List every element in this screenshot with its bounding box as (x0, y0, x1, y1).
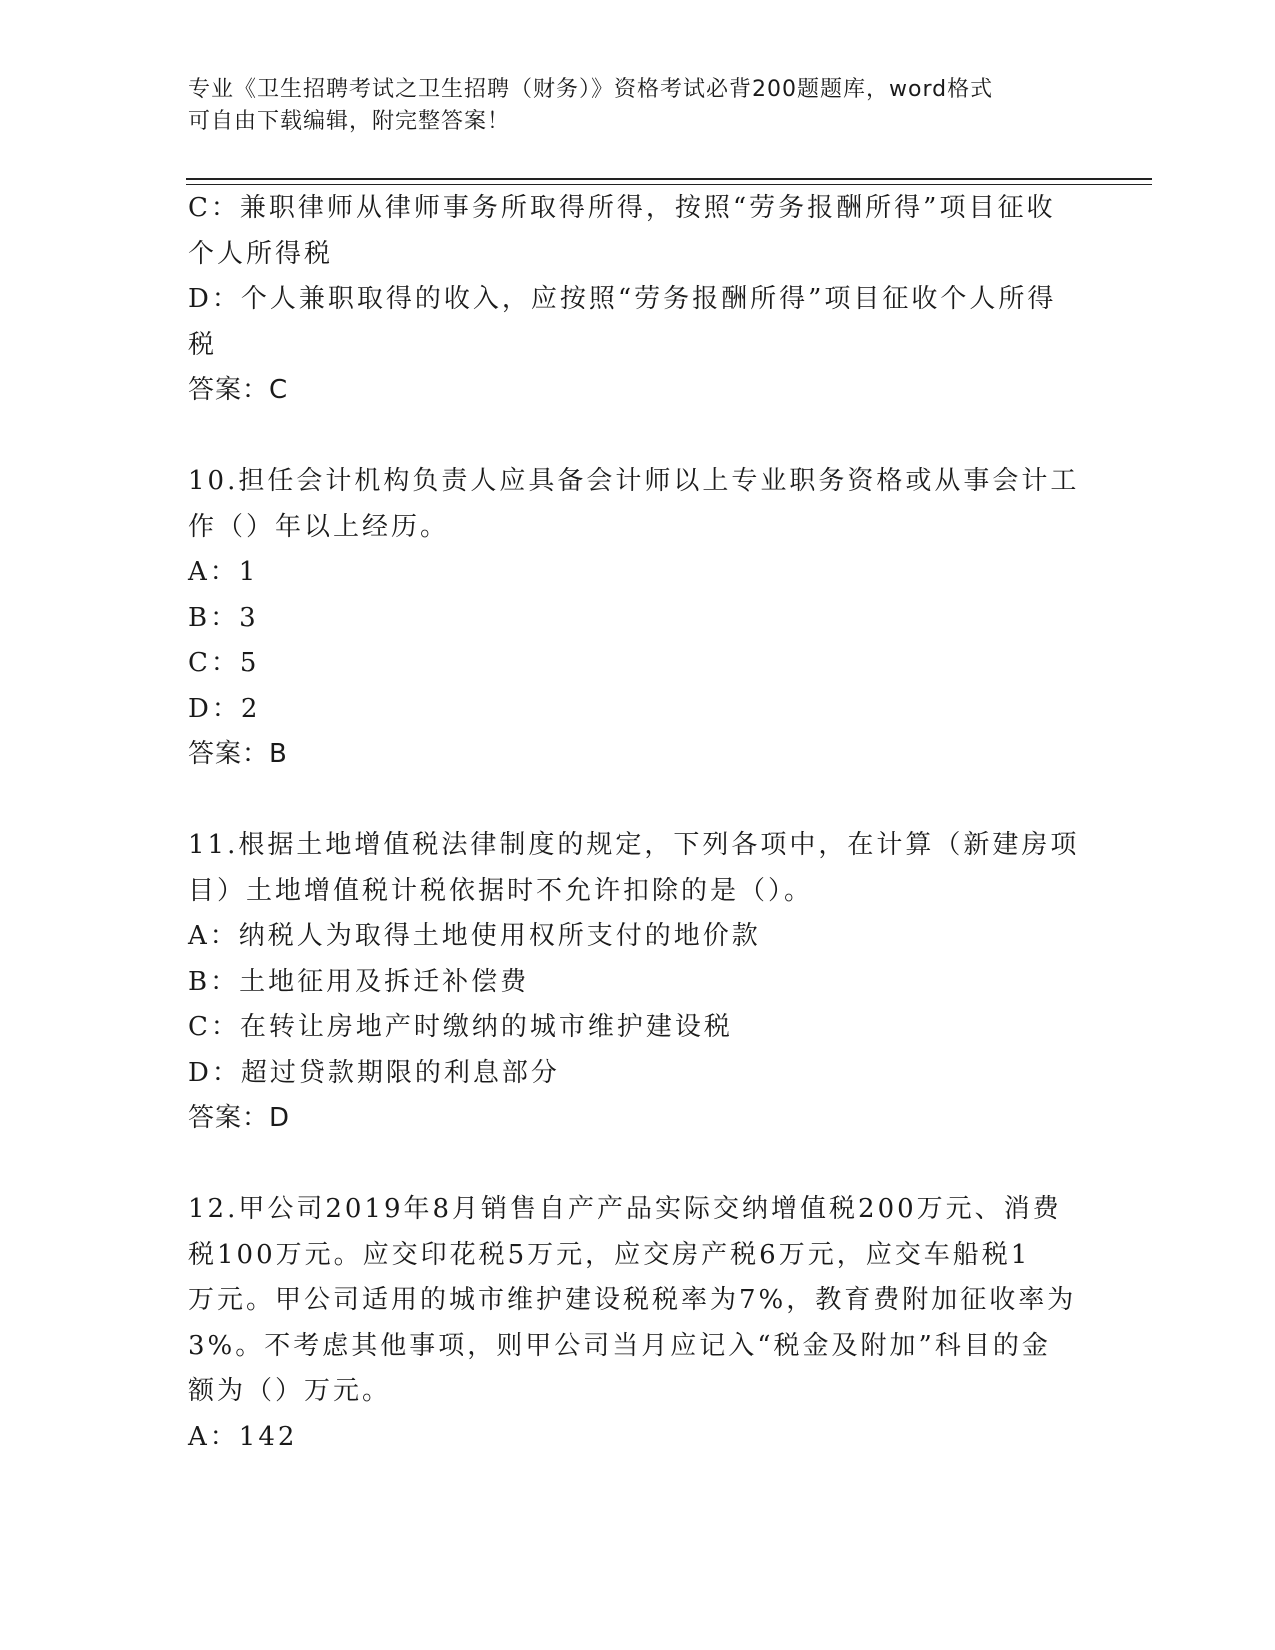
option-a: A：纳税人为取得土地使用权所支付的地价款 (188, 921, 761, 951)
option-d-line-1: D：个人兼职取得的收入，应按照“劳务报酬所得”项目征收个人所得 (188, 284, 1057, 314)
question-stem-line-2: 目）土地增值税计税依据时不允许扣除的是（）。 (188, 875, 814, 906)
spacer (188, 1142, 1088, 1188)
option-a: A：1 (188, 557, 259, 587)
question-11 (188, 823, 1088, 1142)
option-b: B：3 (188, 602, 259, 633)
header-line-2: 可自由下载编辑，附完整答案！ (188, 109, 511, 134)
answer-text: 答案：C (188, 375, 289, 405)
question-stem-line-2: 作（）年以上经历。 (188, 511, 450, 542)
question-stem-line-1: 12.甲公司2019年8月销售自产产品实际交纳增值税200万元、消费 (188, 1194, 1062, 1224)
option-d: D：2 (188, 693, 261, 724)
option-a: A：142 (188, 1421, 298, 1452)
spacer (188, 778, 1088, 824)
answer-text: 答案：B (188, 739, 288, 769)
option-c-line-2: 个人所得税 (188, 238, 334, 269)
question-stem-line-3: 万元。甲公司适用的城市维护建设税税率为7%，教育费附加征收率为 (188, 1285, 1077, 1315)
question-stem-line-2: 税100万元。应交印花税5万元，应交房产税6万元，应交车船税1 (188, 1239, 1031, 1270)
option-c: C：在转让房地产时缴纳的城市维护建设税 (188, 1012, 733, 1042)
question-10 (188, 459, 1088, 778)
spacer (188, 414, 1088, 460)
question-stem-line-4: 3%。不考虑其他事项，则甲公司当月应记入“税金及附加”科目的金 (188, 1330, 1051, 1361)
question-previous (188, 186, 1088, 414)
document-header (188, 74, 1068, 138)
option-d-line-2: 税 (188, 329, 218, 360)
option-b: B：土地征用及拆迁补偿费 (188, 966, 530, 997)
question-12 (188, 1187, 1088, 1460)
answer-text: 答案：D (188, 1103, 291, 1133)
question-stem-line-1: 11.根据土地增值税法律制度的规定，下列各项中，在计算（新建房项 (188, 830, 1080, 860)
option-c: C：5 (188, 648, 260, 678)
question-stem-line-5: 额为（）万元。 (188, 1376, 392, 1406)
document-body (188, 186, 1088, 1460)
header-rule-thick (186, 178, 1152, 180)
option-d: D：超过贷款期限的利息部分 (188, 1057, 560, 1088)
header-rule-thin (186, 184, 1152, 185)
header-line-1: 专业《卫生招聘考试之卫生招聘（财务）》资格考试必背200题题库，word格式 (188, 77, 994, 102)
option-c-line-1: C：兼职律师从律师事务所取得所得，按照“劳务报酬所得”项目征收 (188, 193, 1056, 223)
question-stem-line-1: 10.担任会计机构负责人应具备会计师以上专业职务资格或从事会计工 (188, 466, 1080, 496)
